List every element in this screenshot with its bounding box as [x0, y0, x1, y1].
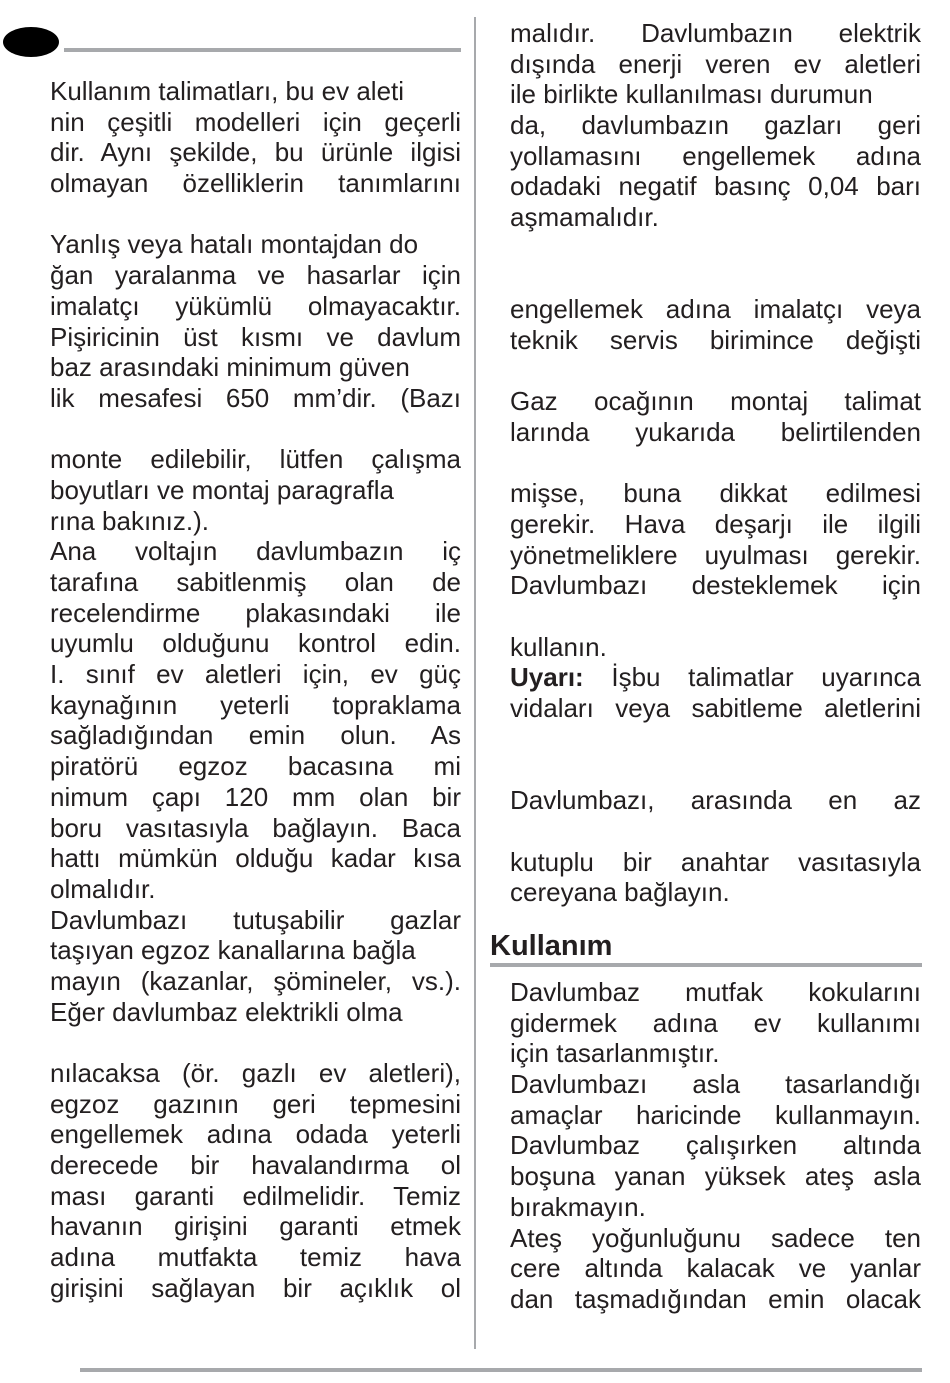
text-line: egzoz gazının geri tepmesini: [50, 1088, 461, 1119]
header-rule: [64, 48, 461, 52]
text-line: odadaki negatif basınç 0,04 barı: [510, 171, 921, 202]
section-heading: Kullanım: [490, 930, 613, 962]
text-line: ğan yaralanma ve hasarlar için: [50, 260, 461, 291]
blank-line: [510, 448, 921, 479]
text-line: recelendirme plakasındaki ile: [50, 597, 461, 628]
text-line: vidaları veya sabitleme aletlerini: [510, 693, 921, 724]
text-line: dışında enerji veren ev aletleri: [510, 48, 921, 79]
left-column: [50, 76, 461, 1304]
blank-line: [510, 724, 921, 755]
text-line: imalatçı yükümlü olmayacaktır.: [50, 290, 461, 321]
text-line: engellemek adına odada yeterli: [50, 1119, 461, 1150]
text-line: boyutları ve montaj paragrafla: [50, 474, 394, 505]
text-line: malıdır. Davlumbazın elektrik: [510, 18, 921, 48]
text-line: [510, 662, 921, 693]
text-line: Davlumbazı desteklemek için: [510, 570, 921, 601]
text-line: Davlumbaz mutfak kokularını: [510, 977, 921, 1007]
blank-line: [50, 414, 461, 445]
blank-line: [50, 1027, 461, 1058]
page-tab-marker: [3, 27, 59, 57]
text-line: hattı mümkün olduğu kadar kısa: [50, 843, 461, 874]
text-line: bırakmayın.: [510, 1191, 646, 1222]
text-line: ması garanti edilmelidir. Temiz: [50, 1180, 461, 1211]
text-line: boru vasıtasıyla bağlayın. Baca: [50, 812, 461, 843]
text-line: uyumlu olduğunu kontrol edin.: [50, 628, 461, 659]
blank-line: [510, 264, 921, 295]
blank-line: [510, 755, 921, 786]
text-line: Davlumbazı, arasında en az: [510, 785, 921, 816]
blank-line: [510, 816, 921, 847]
text-line: larında yukarıda belirtilenden: [510, 416, 921, 447]
text-line: rına bakınız.).: [50, 505, 209, 536]
text-line: Kullanım talimatları, bu ev aleti: [50, 76, 405, 106]
section-rule: [490, 963, 922, 967]
text-line: ile birlikte kullanılması durumun: [510, 79, 873, 110]
text-line: taşıyan egzoz kanallarına bağla: [50, 935, 416, 966]
text-line: lik mesafesi 650 mm’dir. (Bazı: [50, 382, 461, 413]
text-line: Davlumbazı tutuşabilir gazlar: [50, 904, 461, 935]
text-line: nılacaksa (ör. gazlı ev aletleri),: [50, 1058, 461, 1088]
column-divider: [474, 17, 476, 1349]
text-line: cereyana bağlayın.: [510, 877, 730, 908]
text-line: kullanın.: [510, 631, 607, 662]
text-line: kutuplu bir anahtar vasıtasıyla: [510, 846, 921, 877]
text-line: nin çeşitli modelleri için geçerli: [50, 106, 461, 137]
text-line: derecede bir havalandırma ol: [50, 1150, 461, 1181]
text-line: girişini sağlayan bir açıklık ol: [50, 1272, 461, 1303]
text-line: havanın girişini garanti etmek: [50, 1211, 461, 1242]
text-line: baz arasındaki minimum güven: [50, 352, 410, 383]
text-line: boşuna yanan yüksek ateş asla: [510, 1161, 921, 1192]
blank-line: [510, 356, 921, 387]
text-line: yönetmeliklere uyulması gerekir.: [510, 539, 921, 570]
text-line: mayın (kazanlar, şömineler, vs.).: [50, 965, 461, 996]
right-column-top: [510, 18, 921, 908]
text-line: tarafına sabitlenmiş olan de: [50, 567, 461, 597]
text-line: Gaz ocağının montaj talimat: [510, 386, 921, 417]
warning-label: Uyarı:: [510, 662, 584, 693]
text-line: monte edilebilir, lütfen çalışma: [50, 444, 461, 475]
warning-text: İşbu talimatlar uyarınca: [611, 662, 921, 693]
text-line: da, davlumbazın gazları geri: [510, 110, 921, 141]
text-line: adına mutfakta temiz hava: [50, 1242, 461, 1273]
text-line: mişse, buna dikkat edilmesi: [510, 478, 921, 509]
text-line: Ateş yoğunluğunu sadece ten: [510, 1222, 921, 1253]
text-line: piratörü egzoz bacasına mi: [50, 751, 461, 782]
text-line: olmalıdır.: [50, 873, 156, 904]
text-line: Ana voltajın davlumbazın iç: [50, 536, 461, 567]
text-line: gidermek adına ev kullanımı: [510, 1007, 921, 1038]
text-line: amaçlar haricinde kullanmayın.: [510, 1099, 921, 1130]
right-column-bottom: [510, 977, 921, 1315]
text-line: dan taşmadığından emin olacak: [510, 1283, 921, 1314]
text-line: Davlumbaz çalışırken altında: [510, 1130, 921, 1161]
text-line: Pişiricinin üst kısmı ve davlum: [50, 321, 461, 352]
blank-line: [50, 199, 461, 230]
text-line: sağladığından emin olun. As: [50, 720, 461, 751]
text-line: kaynağının yeterli topraklama: [50, 689, 461, 720]
text-line: cere altında kalacak ve yanlar: [510, 1253, 921, 1284]
text-line: Yanlış veya hatalı montajdan do: [50, 229, 419, 260]
text-line: teknik servis birimince değişti: [510, 324, 921, 355]
text-line: Davlumbazı asla tasarlandığı: [510, 1069, 921, 1100]
text-line: I. sınıf ev aletleri için, ev güç: [50, 659, 461, 690]
blank-line: [510, 233, 921, 264]
text-line: engellemek adına imalatçı veya: [510, 294, 921, 325]
text-line: olmayan özelliklerin tanımlarını: [50, 168, 461, 199]
text-line: nimum çapı 120 mm olan bir: [50, 781, 461, 812]
text-line: aşmamalıdır.: [510, 202, 659, 233]
text-line: için tasarlanmıştır.: [510, 1038, 720, 1069]
text-line: gerekir. Hava deşarjı ile ilgili: [510, 509, 921, 539]
blank-line: [510, 601, 921, 632]
text-line: yollamasını engellemek adına: [510, 140, 921, 171]
footer-rule: [80, 1368, 922, 1372]
text-line: dir. Aynı şekilde, bu ürünle ilgisi: [50, 137, 461, 168]
text-line: Eğer davlumbaz elektrikli olma: [50, 996, 403, 1027]
